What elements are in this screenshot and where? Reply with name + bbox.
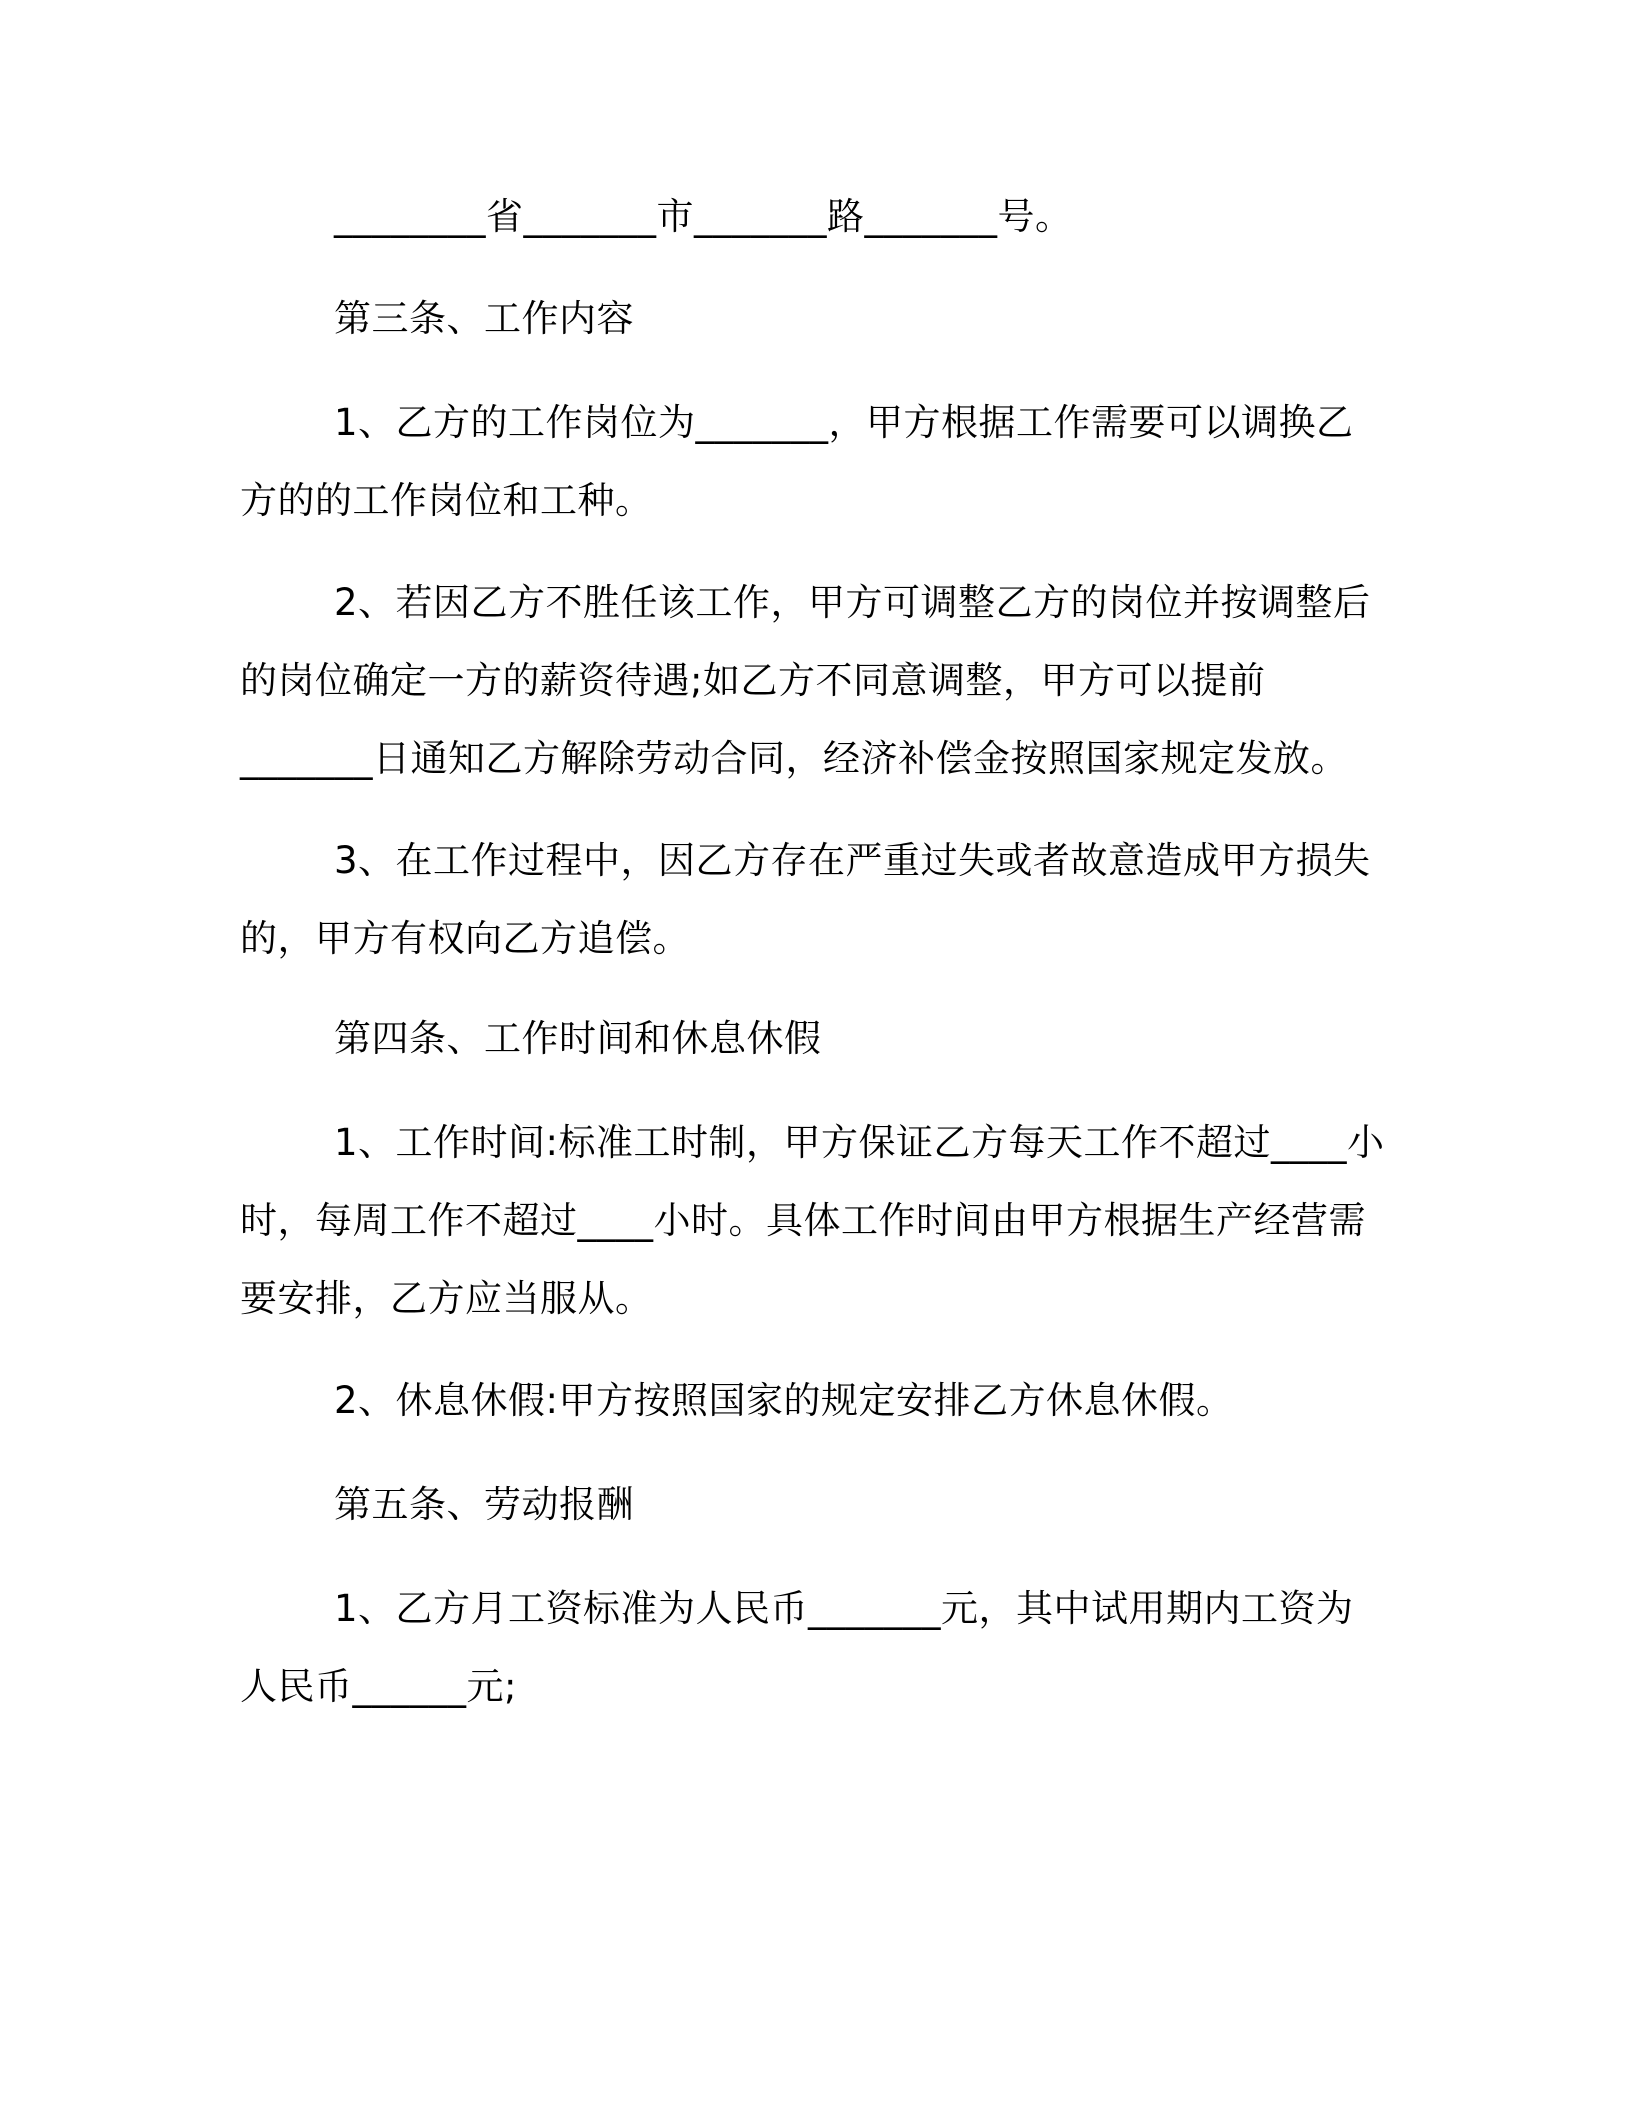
article-3-item-1 <box>240 384 1376 540</box>
article-4-item-1 <box>240 1104 1385 1338</box>
article-3-item-2-line-2: 的岗位确定一方的薪资待遇;如乙方不同意调整，甲方可以提前 <box>240 659 1266 702</box>
article-4-item-1-line-2: 时，每周工作不超过____小时。具体工作时间由甲方根据生产经营需 <box>240 1199 1366 1242</box>
article-3-item-1-line-2: 方的的工作岗位和工种。 <box>240 479 653 522</box>
article-3-item-3 <box>240 822 1376 978</box>
article-5-title-text: 第五条、劳动报酬 <box>334 1483 634 1526</box>
article-5-title <box>334 1466 1470 1544</box>
article-4-title-text: 第四条、工作时间和休息休假 <box>334 1017 822 1060</box>
article-4-title <box>334 1000 1470 1078</box>
address-line <box>334 178 1470 256</box>
article-5-item-1-line-1: 1、乙方月工资标准为人民币_______元，其中试用期内工资为 <box>334 1587 1354 1630</box>
article-5-item-1 <box>240 1570 1376 1726</box>
article-4-item-2-line-1: 2、休息休假:甲方按照国家的规定安排乙方休息休假。 <box>334 1379 1234 1422</box>
article-4-item-1-line-3: 要安排，乙方应当服从。 <box>240 1277 653 1320</box>
article-3-item-3-line-1: 3、在工作过程中，因乙方存在严重过失或者故意造成甲方损失 <box>334 839 1371 882</box>
article-3-item-2 <box>240 564 1376 798</box>
article-4-item-2 <box>334 1362 1470 1440</box>
article-3-title <box>334 280 1470 358</box>
article-3-item-1-line-1: 1、乙方的工作岗位为_______，甲方根据工作需要可以调换乙 <box>334 401 1354 444</box>
address-text: ________省_______市_______路_______号。 <box>334 195 1073 238</box>
article-3-item-2-line-1: 2、若因乙方不胜任该工作，甲方可调整乙方的岗位并按调整后 <box>334 581 1371 624</box>
article-3-title-text: 第三条、工作内容 <box>334 297 634 340</box>
article-3-item-3-line-2: 的，甲方有权向乙方追偿。 <box>240 917 690 960</box>
article-4-item-1-line-1: 1、工作时间:标准工时制，甲方保证乙方每天工作不超过____小 <box>334 1121 1385 1164</box>
article-5-item-1-line-2: 人民币______元; <box>240 1665 517 1708</box>
article-3-item-2-line-3: _______日通知乙方解除劳动合同，经济补偿金按照国家规定发放。 <box>240 737 1348 780</box>
